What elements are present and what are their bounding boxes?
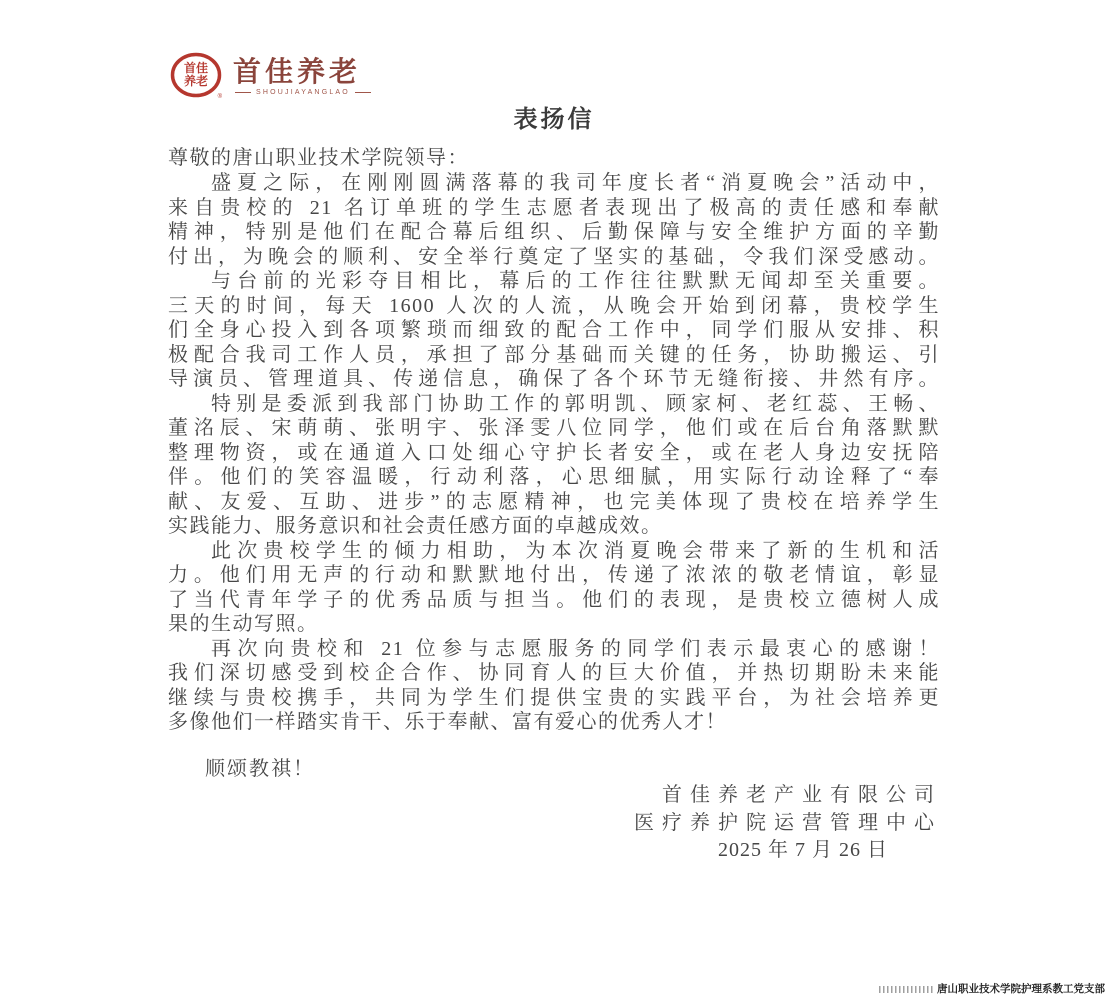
signature-department: 医疗养护院运营管理中心 [634,811,942,834]
letter-line: 精神，特别是他们在配合幕后组织、后勤保障与安全维护方面的辛勤 [168,221,940,243]
letter-line: 力。他们用无声的行动和默默地付出，传递了浓浓的敬老情谊，彰显 [168,564,940,586]
letter-line: 极配合我司工作人员，承担了部分基础而关键的任务，协助搬运、引 [168,343,940,366]
salutation-line: 尊敬的唐山职业技术学院领导： [168,147,469,169]
closing-phrase: 顺颂教祺！ [205,758,315,780]
romanization-left-dash [235,92,251,93]
seal-text-row1: 首佳 [183,61,209,75]
brand-logo [170,52,371,100]
letter-line: 继续与贵校携手，共同为学生们提供宝贵的实践平台，为社会培养更 [168,686,940,709]
letter-line: 董洺辰、宋萌萌、张明宇、张泽雯八位同学，他们或在后台角落默默 [168,417,940,439]
signature-company: 首佳养老产业有限公司 [662,784,942,806]
letter-line: 特别是委派到我部门协助工作的郭明凯、顾家柯、老红蕊、王畅、 [211,392,940,415]
letter-line: 此次贵校学生的倾力相助，为本次消夏晚会带来了新的生机和活 [211,539,940,562]
letter-line: 我们深切感受到校企合作、协同育人的巨大价值，并热切期盼未来能 [168,662,940,684]
letter-body [168,171,940,735]
letter-title: 表扬信 [513,106,595,133]
signature-date: 2025 年 7 月 26 日 [718,839,888,861]
brand-name: 首佳养老 [233,55,362,87]
registered-trademark-mark: ® [217,94,222,100]
letter-line: 盛夏之际，在刚刚圆满落幕的我司年度长者“消夏晚会”活动中， [211,172,940,194]
letter-line: 们全身心投入到各项繁琐而细致的配合工作中，同学们服从安排、积 [168,319,940,341]
signature-block [620,782,942,865]
watermark-micro-logo-icon [879,986,935,993]
seal-text-row2: 养老 [183,74,209,88]
letter-line: 了当代青年学子的优秀品质与担当。他们的表现，是贵校立德树人成 [168,588,940,611]
letter-line: 献、友爱、互助、进步”的志愿精神，也完美体现了贵校在培养学生 [168,490,940,513]
letter-line: 果的生动写照。 [168,613,319,635]
watermark-text: 唐山职业技术学院护理系教工党支部 [937,983,1105,995]
letter-line: 实践能力、服务意识和社会责任感方面的卓越成效。 [168,515,663,537]
letter-line: 付出，为晚会的顺利、安全举行奠定了坚实的基础，令我们深受感动。 [168,245,940,268]
brand-wordmark-group [233,57,371,96]
letter-line: 再次向贵校和 21 位参与志愿服务的同学们表示最衷心的感谢！ [211,637,940,660]
letter-line: 与台前的光彩夺目相比，幕后的工作往往默默无闻却至关重要。 [211,270,940,292]
romanization-right-dash [355,92,371,93]
letter-line: 整理物资，或在通道入口处细心守护长者安全，或在老人身边安抚陪 [168,441,940,464]
brand-romanization [233,89,371,96]
letter-line: 导演员、管理道具、传递信息，确保了各个环节无缝衔接、井然有序。 [168,368,940,390]
letter-line: 多像他们一样踏实肯干、乐于奉献、富有爱心的优秀人才！ [168,711,727,733]
footer-watermark [879,983,1105,995]
romanization-text: SHOUJIAYANGLAO [256,88,350,96]
letter-line: 三天的时间，每天 1600 人次的人流，从晚会开始到闭幕，贵校学生 [168,294,940,317]
letter-line: 来自贵校的 21 名订单班的学生志愿者表现出了极高的责任感和奉献 [168,196,940,219]
brand-seal-icon [170,52,224,100]
letter-line: 伴。他们的笑容温暖，行动利落，心思细腻，用实际行动诠释了“奉 [168,466,940,488]
